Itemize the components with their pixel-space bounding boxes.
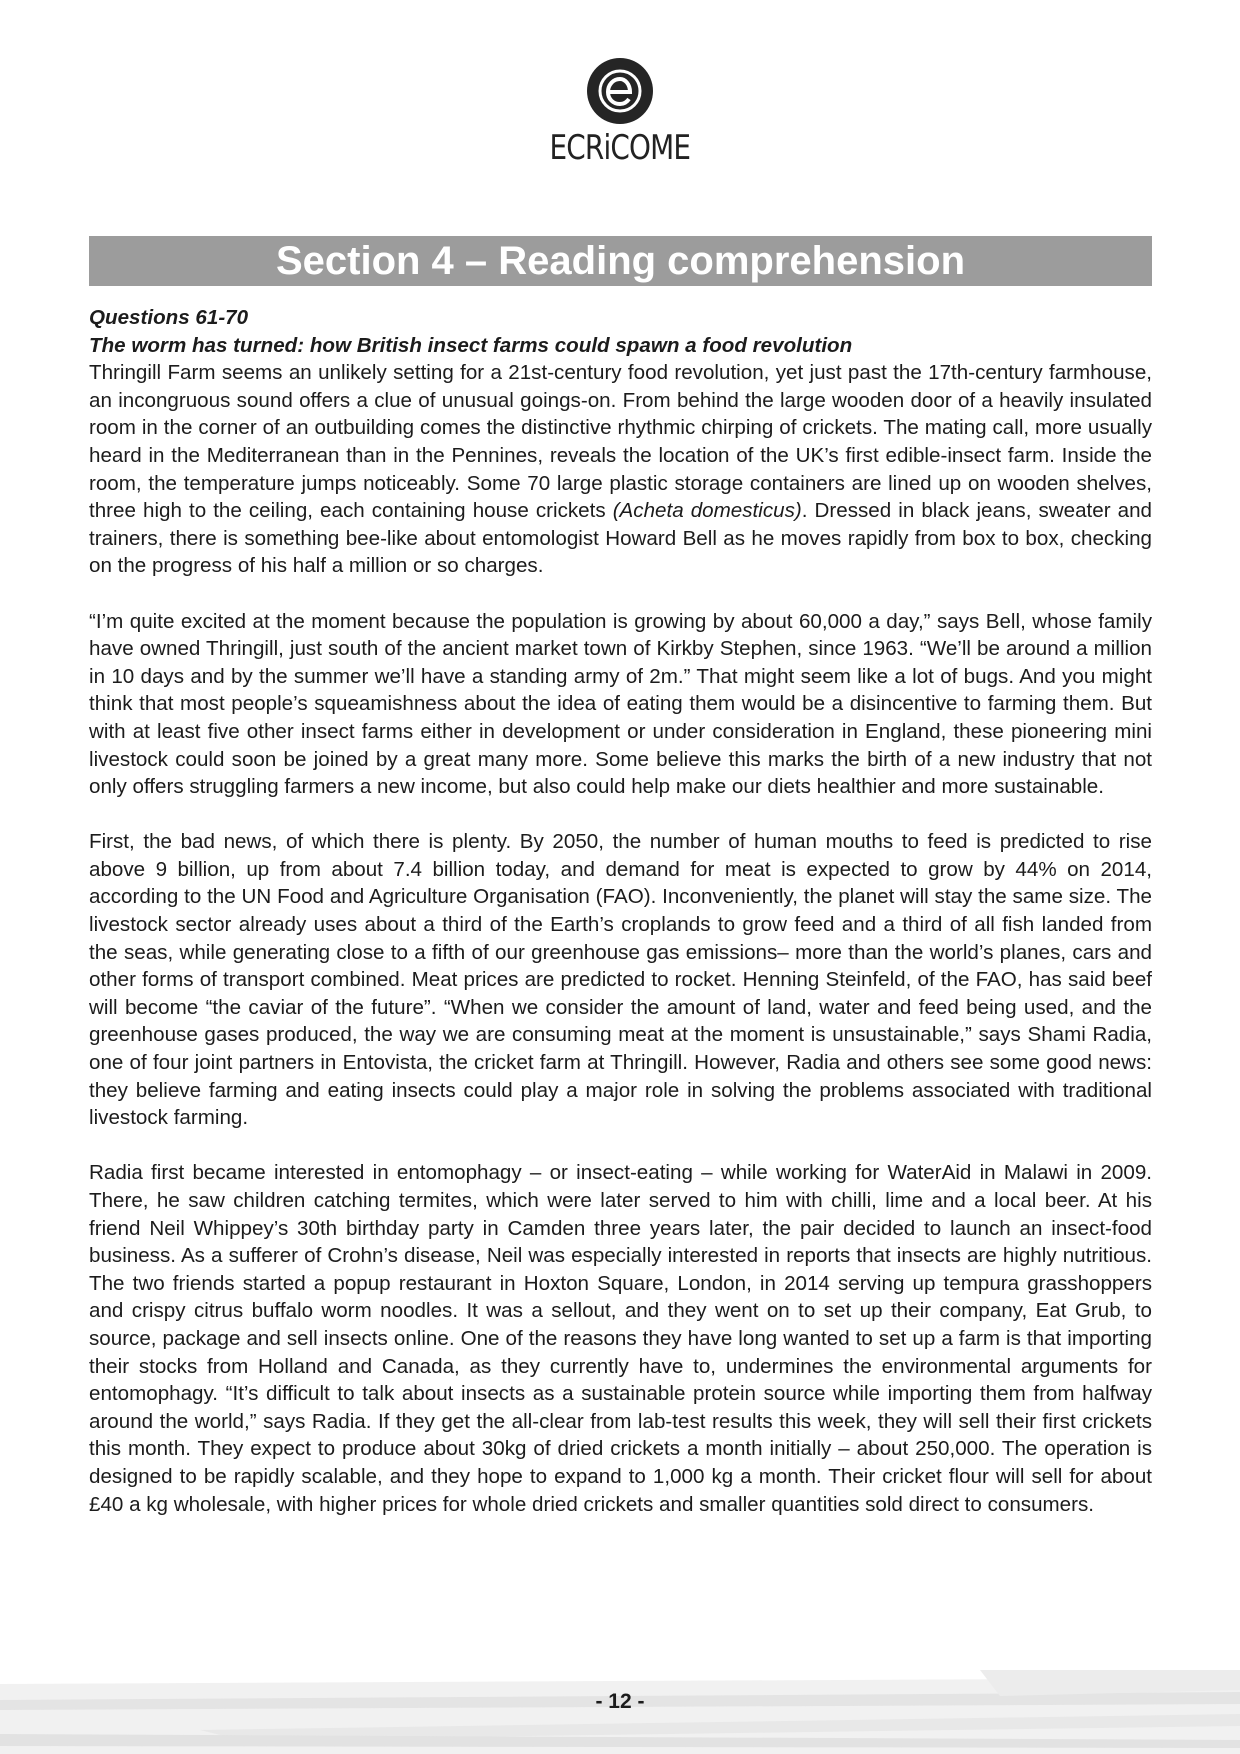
paragraph-2: “I’m quite excited at the moment because the population is growing by about 60,000 a day,” says Bell, whose family have owned Thringill, just south of the ancient market town of Kirkby Stephen, since 1963. “We’ll be around a million in 10 days and by the summer we’ll have a standing army of 2m.” That might seem like a lot of bugs. And you might think that most people’s squeamishness about the idea of eating them would be a disincentive to farming them. But with at least five other insect farms either in development or under consideration in England, these pioneering mini livestock could soon be joined by a great many more. Some believe this marks the birth of a new industry that not only offers struggling farmers a new income, but also could help make our diets healthier and more sustainable. [89, 609, 1152, 799]
article-body [89, 304, 1152, 1546]
questions-label: Questions 61-70 [89, 306, 249, 329]
paragraph-1 [89, 359, 1152, 580]
logo-wordmark: ECRiCOME [549, 128, 691, 168]
ecricome-e-icon [587, 58, 653, 124]
paragraph-1-text-a: Thringill Farm seems an unlikely setting for a 21st-century food revolution, yet just past the 17th-century farmhouse, an incongruous sound offers a clue of unusual goings-on. From behind the large wooden door of a heavily insulated room in the corner of an outbuilding comes the distinctive rhythmic chirping of crickets. The mating call, more usually heard in the Mediterranean than in the Pennines, reveals the location of the UK’s first edible-insect farm. Inside the room, the temperature jumps noticeably. Some 70 large plastic storage containers are lined up on wooden shelves, three high to the ceiling, each containing house crickets [89, 361, 1152, 523]
species-name: (Acheta domesticus) [612, 499, 802, 523]
paragraph-4: Radia first became interested in entomophagy – or insect-eating – while working for WaterAid in Malawi in 2009. There, he saw children catching termites, which were later served to him with chilli, lime and a local beer. At his friend Neil Whippey’s 30th birthday party in Camden three years later, the pair decided to launch an insect-food business. As a sufferer of Crohn’s disease, Neil was especially interested in reports that insects are highly nutritious. The two friends started a popup restaurant in Hoxton Square, London, in 2014 serving up tempura grasshoppers and crispy citrus buffalo worm noodles. It was a sellout, and they went on to set up their company, Eat Grub, to source, package and sell insects online. One of the reasons they have long wanted to set up a farm is that importing their stocks from Holland and Canada, as they currently have to, undermines the environmental arguments for entomophagy. “It’s difficult to talk about insects as a sustainable protein source while importing them from halfway around the world,” says Radia. If they get the all-clear from lab-test results this week, they will sell their first crickets this month. They expect to produce about 30kg of dried crickets a month initially – about 250,000. The operation is designed to be rapidly scalable, and they hope to expand to 1,000 kg a month. Their cricket flour will sell for about £40 a kg wholesale, with higher prices for whole dried crickets and smaller quantities sold direct to consumers. [89, 1161, 1152, 1516]
ecricome-logo [0, 58, 1240, 168]
paragraph-1-text-b: . Dressed in black jeans, sweater and trainers, there is something bee-like about entomologist Howard Bell as he moves rapidly from box to box, checking on the progress of his half a million or so charges. [89, 499, 1152, 578]
paragraph-3: First, the bad news, of which there is plenty. By 2050, the number of human mouths to feed is predicted to rise above 9 billion, up from about 7.4 billion today, and demand for meat is expected to grow by 44% on 2014, according to the UN Food and Agriculture Organisation (FAO). Inconveniently, the planet will stay the same size. The livestock sector already uses about a third of the Earth’s croplands to grow feed and a third of all fish landed from the seas, while generating close to a fifth of our greenhouse gas emissions– more than the world’s planes, cars and other forms of transport combined. Meat prices are predicted to rocket. Henning Steinfeld, of the FAO, has said beef will become “the caviar of the future”. “When we consider the amount of land, water and feed being used, and the greenhouse gases produced, the way we are consuming meat at the moment is unsustainable,” says Shami Radia, one of four joint partners in Entovista, the cricket farm at Thringill. However, Radia and others see some good news: they believe farming and eating insects could play a major role in solving the problems associated with traditional livestock farming. [89, 830, 1152, 1130]
article-title: The worm has turned: how British insect farms could spawn a food revolution [89, 333, 853, 357]
page-number: - 12 - [595, 1690, 645, 1713]
section-banner: Section 4 – Reading comprehension [89, 236, 1152, 286]
